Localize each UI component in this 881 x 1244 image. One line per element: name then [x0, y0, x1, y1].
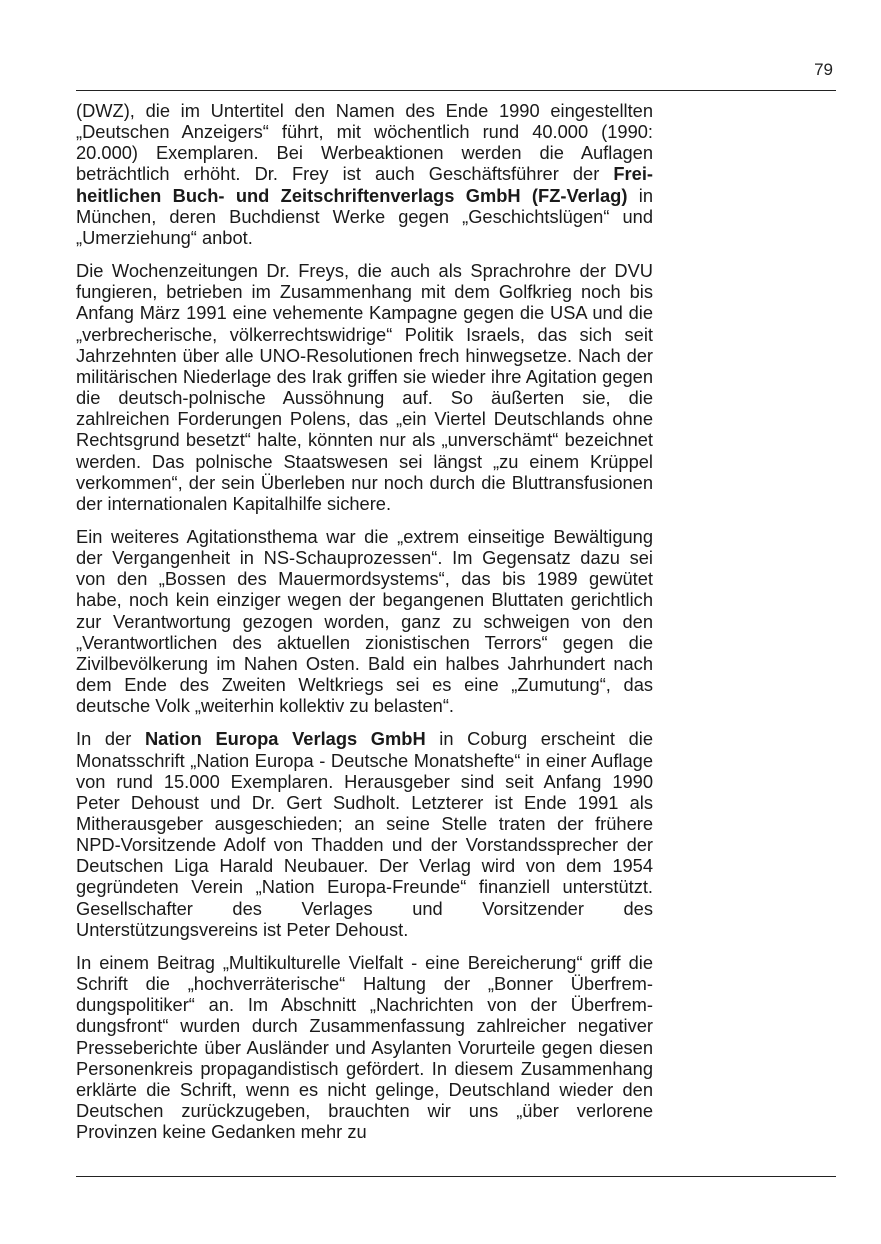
bold-publisher-name: Freiheitlichen Buch- und Zeitschriftenverlags GmbH (FZ-Verlag) [76, 163, 653, 206]
footer-rule [76, 1176, 836, 1177]
paragraph [76, 260, 653, 514]
text-run: In der [76, 728, 145, 750]
text-run: (DWZ), die im Untertitel den Namen des Ende 1990 eingestellten „Deutschen Anzeigers“ führt, mit wöchentlich rund 40.000 (1990: 20.000) Exemplaren. Bei Werbeaktionen werden die Auflagen beträchtlich erhöht. Dr. Frey ist auch Geschäftsführer der [76, 100, 653, 185]
bold-publisher-name: Nation Europa Verlags GmbH [144, 728, 426, 750]
paragraph [76, 526, 653, 716]
paragraph [76, 100, 653, 248]
text-run: in München, deren Buchdienst Werke gegen „Geschichtslügen“ und „Umerziehung“ anbot. [76, 184, 653, 248]
paragraph [76, 728, 653, 940]
text-run: In einem Beitrag „Multikulturelle Vielfalt - eine Bereicherung“ griff die Schrift die „hochverräterische“ Haltung der „Bonner Überfremdungspolitiker“ an. Im Abschnitt „Nachrichten von der Überfremdungsfront“ wurden durch Zusammenfassung zahlreicher negativer Presseberichte über Ausländer und Asylanten Vorurteile gegen diesen Personenkreis propagandistisch gefördert. In diesem Zusammenhang erklärte die Schrift, wenn es nicht gelinge, Deutschland wieder den Deutschen zurückzugeben, brauchten wir uns „über verlorene Provinzen keine Gedanken mehr zu [76, 951, 653, 1143]
text-run: Ein weiteres Agitationsthema war die „extrem einseitige Bewältigung der Vergangenheit in NS-Schauprozessen“. Im Gegensatz dazu sei von den „Bossen des Mauermordsystems“, das bis 1989 gewütet habe, noch kein einziger wegen der begangenen Bluttaten gerichtlich zur Verantwortung gezogen worden, ganz zu schweigen von den „Verantwortlichen des aktuellen zionistischen Terrors“ gegen die Zivilbevölkerung im Nahen Osten. Bald ein halbes Jahrhundert nach dem Ende des Zweiten Weltkriegs sei es eine „Zumutung“, das deutsche Volk „weiterhin kollektiv zu belasten“. [76, 525, 653, 717]
page-number: 79 [814, 60, 833, 79]
text-run: in Coburg erscheint die Monatsschrift „Nation Europa - Deutsche Monatshefte“ in einer Auflage von rund 15.000 Exemplaren. Herausgeber sind seit Anfang 1990 Peter Dehoust und Dr. Gert Sudholt. Letzterer ist Ende 1991 als Mitherausgeber ausgeschieden; an seine Stelle traten der frühere NPD-Vorsitzende Adolf von Thadden und der Vorstandssprecher der Deutschen Liga Harald Neubauer. Der Verlag wird von dem 1954 gegründeten Verein „Nation Europa-Freunde“ finanziell unterstützt. Gesellschafter des Verlages und Vorsitzender des Unterstützungsvereins ist Peter Dehoust. [76, 728, 654, 940]
paragraph [76, 952, 653, 1142]
header-rule [76, 90, 836, 91]
body-text [76, 100, 653, 1154]
text-run: Die Wochenzeitungen Dr. Freys, die auch als Sprachrohre der DVU fungieren, betrieben im Zusammenhang mit dem Golfkrieg noch bis Anfang März 1991 eine vehemente Kampagne gegen die USA und die „verbrecherische, völkerrechtswidrige“ Politik Israels, das sich seit Jahrzehnten über alle UNO-Resolutionen frech hinwegsetze. Nach der militärischen Niederlage des Irak griffen sie wieder ihre Agitation gegen die deutsch-polnische Aussöhnung auf. So äußerten sie, die zahlreichen Forderungen Polens, das „ein Viertel Deutschlands ohne Rechtsgrund besetzt“ halte, könnten nur als „unverschämt“ bezeichnet werden. Das polnische Staatswesen sei längst „zu einem Krüppel verkommen“, der sein Überleben nur noch durch die Bluttransfusionen der internationalen Kapitalhilfe sichere. [76, 260, 653, 514]
